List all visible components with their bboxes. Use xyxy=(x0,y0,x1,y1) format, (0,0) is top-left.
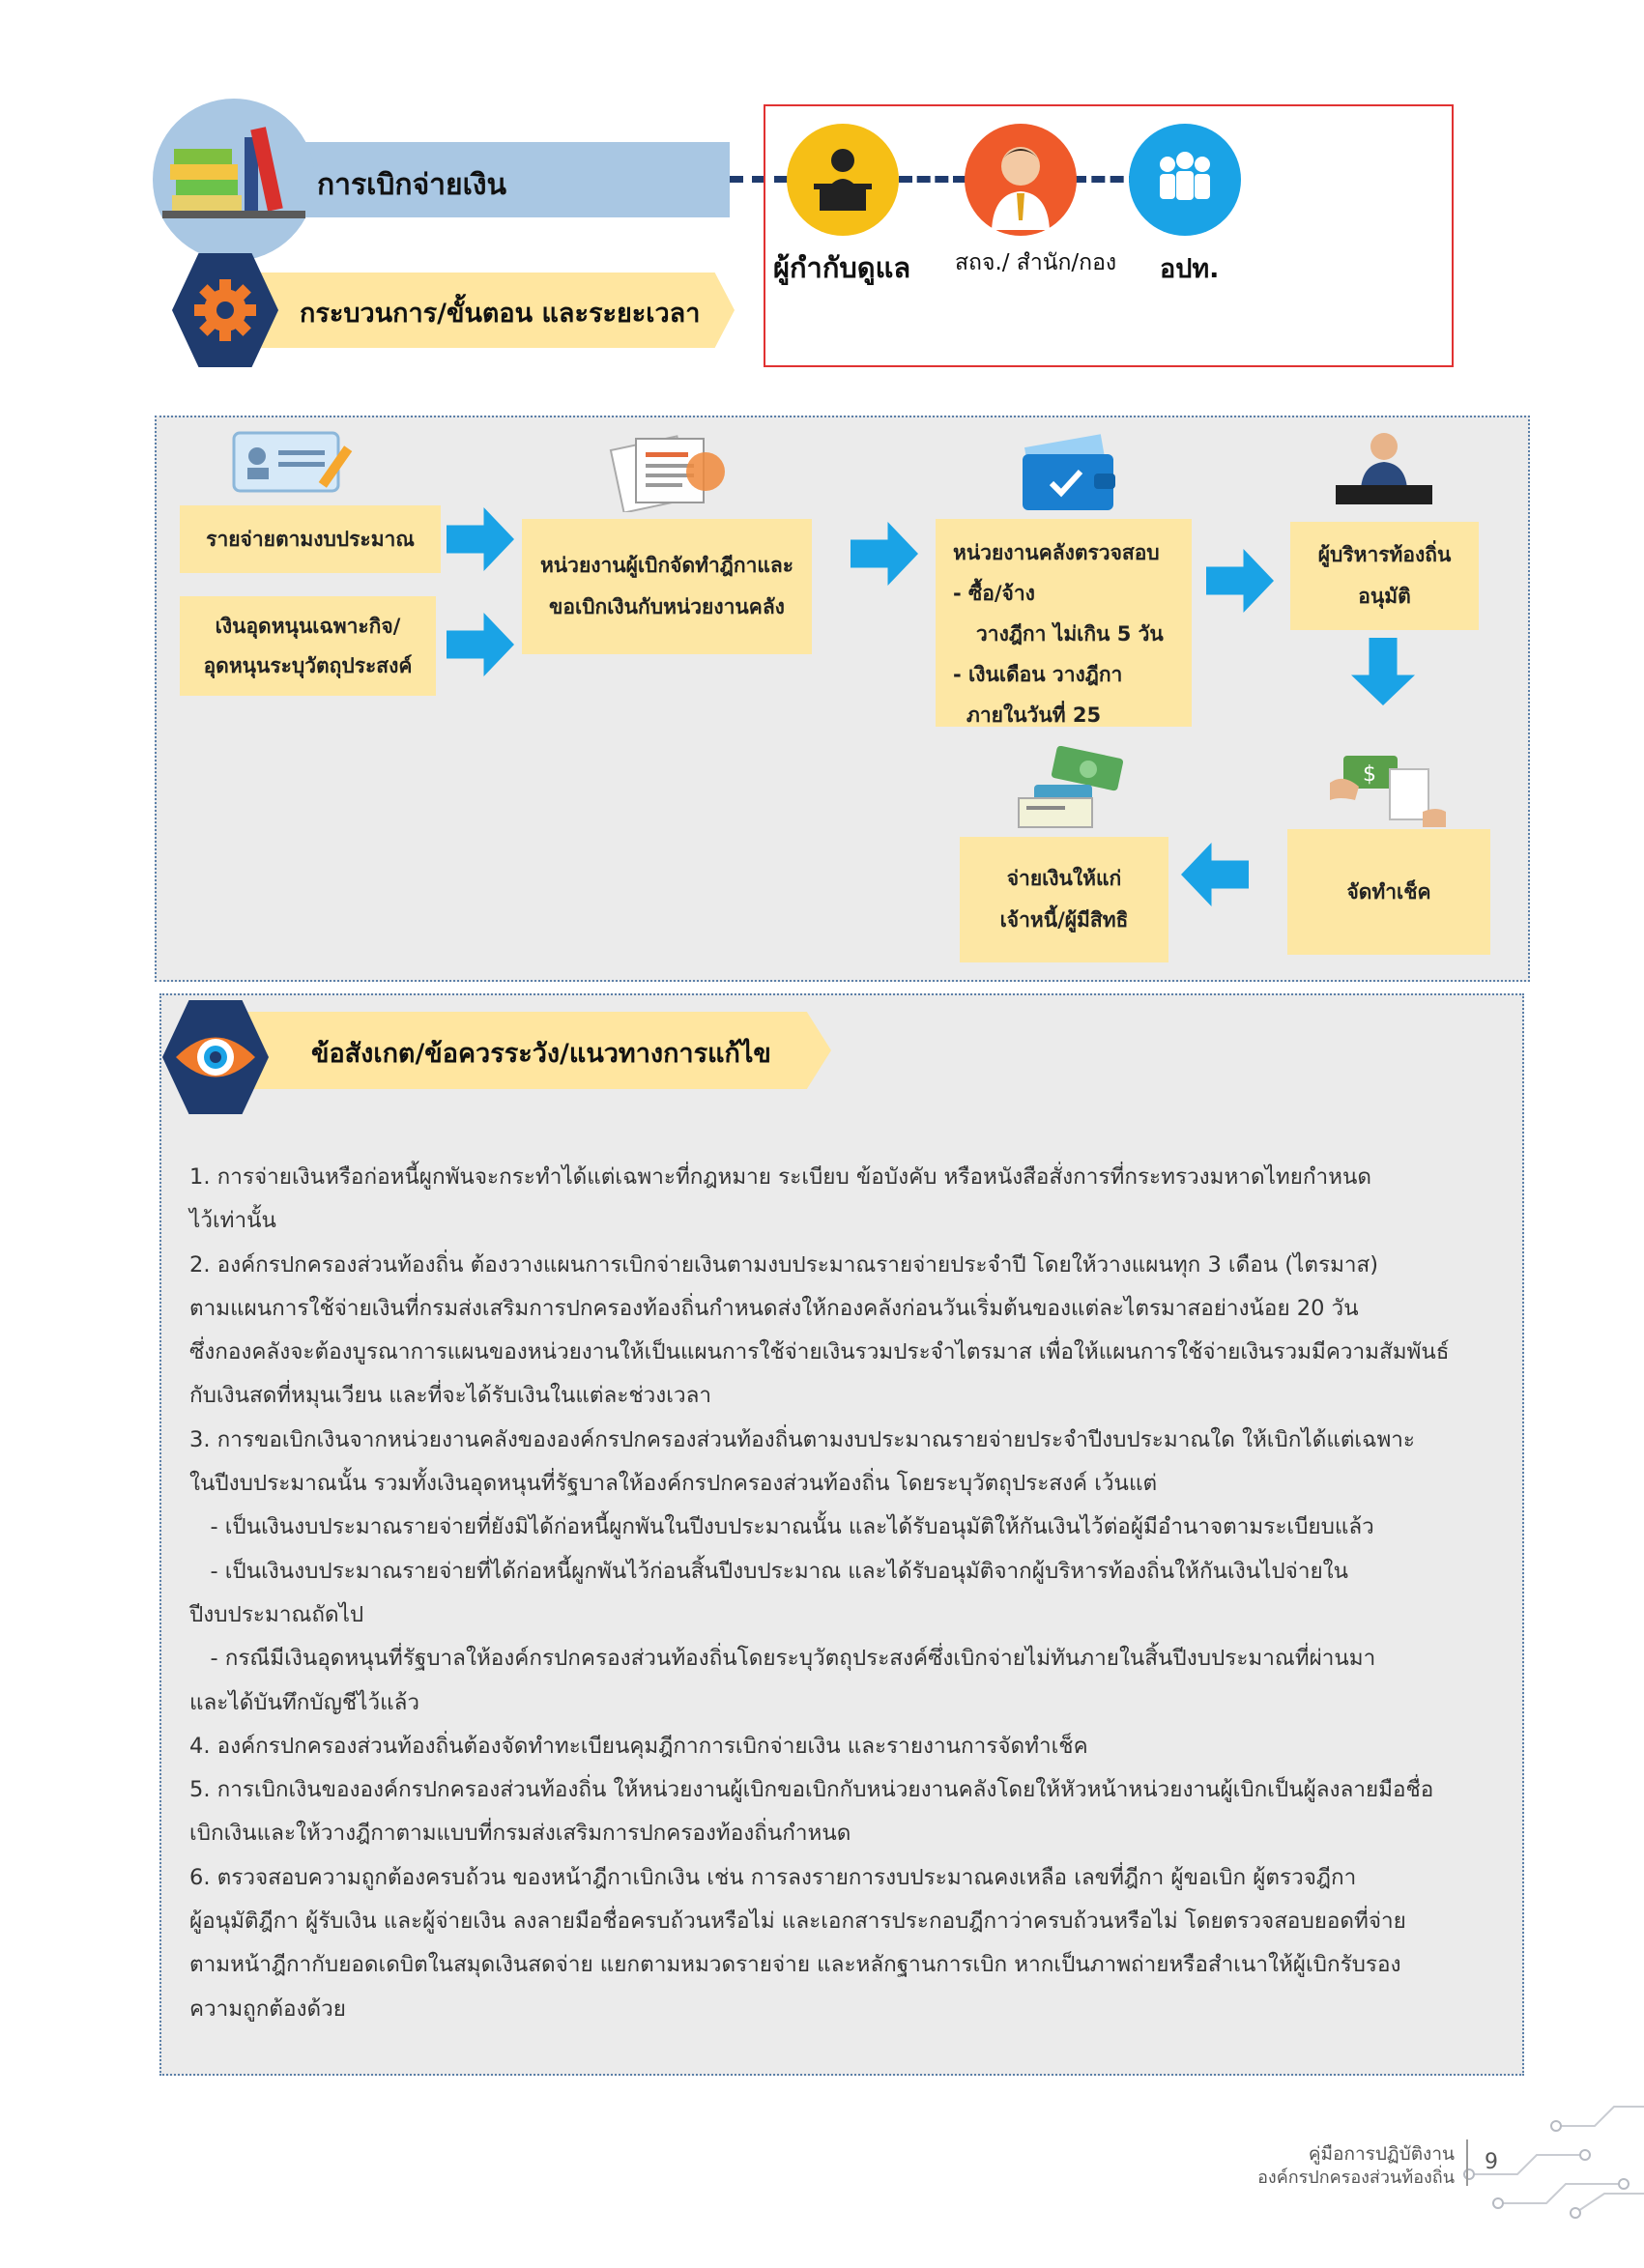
books-icon xyxy=(153,99,315,261)
footer-org-name: องค์กรปกครองส่วนท้องถิ่น xyxy=(1257,2168,1455,2188)
subsidy-box xyxy=(180,596,436,696)
role-label-provincial-office: สถจ./ สำนัก/กอง xyxy=(955,250,1117,275)
pay-creditor-line1: จ่ายเงินให้แก่ xyxy=(1006,867,1122,890)
speaker-podium-icon xyxy=(787,124,899,236)
note-line: ผู้อนุมัติฎีกา ผู้รับเงิน และผู้จ่ายเงิน ลงลายมือชื่อครบถ้วนหรือไม่ และเอกสารประกอบฎีกาว่าครบถ้วนหรือไม่ โดยตรวจสอบยอดที่จ่าย xyxy=(189,1909,1406,1935)
disbursing-unit-box xyxy=(522,519,812,654)
note-line: 6. ตรวจสอบความถูกต้องครบถ้วน ของหน้าฎีกาเบิกเงิน เช่น การลงรายการงบประมาณคงเหลือ เลขที่ฎีกา ผู้ขอเบิก ผู้ตรวจฎีกา xyxy=(189,1864,1357,1890)
note-line: - เป็นเงินงบประมาณรายจ่ายที่ยังมิได้ก่อหนี้ผูกพันในปีงบประมาณนั้น และได้รับอนุมัติให้กันเงินไว้ต่อผู้มีอำนาจตามระเบียบแล้ว xyxy=(189,1514,1374,1540)
note-line: ซึ่งกองคลังจะต้องบูรณาการแผนของหน่วยงานให้เป็นแผนการใช้จ่ายเงินรวมประจำไตรมาส เพื่อให้แผนการใช้จ่ายเงินรวมมีความสัมพันธ์ xyxy=(189,1339,1450,1365)
executive-approve-line2: อนุมัติ xyxy=(1358,585,1411,608)
finance-check-purchase: - ซื้อ/จ้าง xyxy=(953,582,1035,605)
page-title: การเบิกจ่ายเงิน xyxy=(317,168,506,202)
note-line: 5. การเบิกเงินขององค์กรปกครองส่วนท้องถิ่น ให้หน่วยงานผู้เบิกขอเบิกกับหน่วยงานคลังโดยให้หัวหน้าหน่วยงานผู้เบิกเป็นผู้ลงลายมือชื่อ xyxy=(189,1777,1434,1803)
subsidy-label-line2: อุดหนุนระบุวัตถุประสงค์ xyxy=(203,653,413,677)
finance-check-purchase-time: วางฎีกา ไม่เกิน 5 วัน xyxy=(976,622,1164,646)
cash-cheque-icon xyxy=(1005,746,1131,843)
note-line: - กรณีมีเงินอุดหนุนที่รัฐบาลให้องค์กรปกครองส่วนท้องถิ่นโดยระบุวัตถุประสงค์ซึ่งเบิกจ่ายไม่ทันภายในสิ้นปีงบประมาณที่ผ่านมา xyxy=(189,1646,1376,1672)
svg-text:$: $ xyxy=(1363,762,1376,787)
executive-desk-icon xyxy=(1326,425,1442,516)
finance-check-salary-time: ภายในวันที่ 25 xyxy=(966,703,1102,727)
note-line: เบิกเงินและให้วางฎีกาตามแบบที่กรมส่งเสริมการปกครองท้องถิ่นกำหนด xyxy=(189,1821,851,1847)
prepare-cheque-label: จัดทำเช็ค xyxy=(1346,879,1431,904)
prepare-cheque-box xyxy=(1287,829,1490,955)
disbursing-unit-line2: ขอเบิกเงินกับหน่วยงานคลัง xyxy=(549,595,785,618)
people-group-icon xyxy=(1129,124,1241,236)
executive-approve-box xyxy=(1290,522,1479,630)
finance-check-salary: - เงินเดือน วางฎีกา xyxy=(953,663,1123,686)
footer-divider xyxy=(1466,2139,1468,2186)
note-line: 2. องค์กรปกครองส่วนท้องถิ่น ต้องวางแผนการเบิกจ่ายเงินตามงบประมาณรายจ่ายประจำปี โดยให้วางแผนทุก 3 เดือน (ไตรมาส) xyxy=(189,1251,1379,1278)
section-subtitle: กระบวนการ/ขั้นตอน และระยะเวลา xyxy=(300,299,701,329)
note-line: ตามแผนการใช้จ่ายเงินที่กรมส่งเสริมการปกครองท้องถิ่นกำหนดส่งให้กองคลังก่อนวันเริ่มต้นของแต่ละไตรมาสอย่างน้อย 20 วัน xyxy=(189,1295,1359,1321)
budget-expense-box xyxy=(180,505,441,573)
documents-icon xyxy=(597,433,733,516)
note-line: และได้บันทึกบัญชีไว้แล้ว xyxy=(189,1689,420,1715)
budget-expense-label: รายจ่ายตามงบประมาณ xyxy=(206,527,415,551)
official-person-icon xyxy=(965,124,1077,236)
note-line: ปีงบประมาณถัดไป xyxy=(189,1601,364,1627)
pay-creditor-line2: เจ้าหนี้/ผู้มีสิทธิ xyxy=(999,908,1129,932)
gear-badge xyxy=(172,253,278,367)
pay-creditor-box xyxy=(960,837,1168,962)
id-card-icon xyxy=(230,425,365,499)
observations-text xyxy=(189,1156,1485,2031)
executive-approve-line1: ผู้บริหารท้องถิ่น xyxy=(1317,543,1452,566)
note-line: ความถูกต้องด้วย xyxy=(189,1995,346,2022)
finance-check-box xyxy=(936,519,1192,727)
wallet-check-icon xyxy=(1017,433,1123,516)
connector-line xyxy=(899,176,966,183)
note-line: ตามหน้าฎีกากับยอดเดบิตในสมุดเงินสดจ่าย แยกตามหมวดรายจ่าย และหลักฐานการเบิก หากเป็นภาพถ่ายหรือสำเนาให้ผู้เบิกรับรอง xyxy=(189,1952,1401,1978)
note-line: 1. การจ่ายเงินหรือก่อหนี้ผูกพันจะกระทำได้แต่เฉพาะที่กฎหมาย ระเบียบ ข้อบังคับ หรือหนังสือสั่งการที่กระทรวงมหาดไทยกำหนด xyxy=(189,1164,1371,1190)
money-handover-icon xyxy=(1330,744,1446,835)
note-line: 3. การขอเบิกเงินจากหน่วยงานคลังขององค์กรปกครองส่วนท้องถิ่นตามงบประมาณรายจ่ายประจำปีงบประมาณใด ให้เบิกได้แต่เฉพาะ xyxy=(189,1426,1415,1452)
finance-check-title: หน่วยงานคลังตรวจสอบ xyxy=(953,541,1160,564)
page-number: 9 xyxy=(1485,2150,1498,2174)
gear-icon xyxy=(172,253,278,367)
observations-title: ข้อสังเกต/ข้อควรระวัง/แนวทางการแก้ไข xyxy=(311,1039,771,1069)
note-line: - เป็นเงินงบประมาณรายจ่ายที่ได้ก่อหนี้ผูกพันไว้ก่อนสิ้นปีงบประมาณ และได้รับอนุมัติจากผู้บริหารท้องถิ่นให้กันเงินไปจ่ายใน xyxy=(189,1558,1349,1584)
footer-manual-title: คู่มือการปฏิบัติงาน xyxy=(1308,2143,1455,2165)
note-line: กับเงินสดที่หมุนเวียน และที่จะได้รับเงินในแต่ละช่วงเวลา xyxy=(189,1383,712,1409)
note-line: 4. องค์กรปกครองส่วนท้องถิ่นต้องจัดทำทะเบียนคุมฎีกาการเบิกจ่ายเงิน และรายงานการจัดทำเช็ค xyxy=(189,1733,1088,1759)
role-label-supervisor: ผู้กำกับดูแล xyxy=(773,251,911,284)
subsidy-label-line1: เงินอุดหนุนเฉพาะกิจ/ xyxy=(215,614,401,638)
disbursing-unit-line1: หน่วยงานผู้เบิกจัดทำฎีกาและ xyxy=(539,554,794,577)
role-label-local-org: อปท. xyxy=(1160,254,1220,284)
note-line: ไว้เท่านั้น xyxy=(189,1208,276,1234)
note-line: ในปีงบประมาณนั้น รวมทั้งเงินอุดหนุนที่รัฐบาลให้องค์กรปกครองส่วนท้องถิ่น โดยระบุวัตถุประสงค์ เว้นแต่ xyxy=(189,1471,1158,1497)
